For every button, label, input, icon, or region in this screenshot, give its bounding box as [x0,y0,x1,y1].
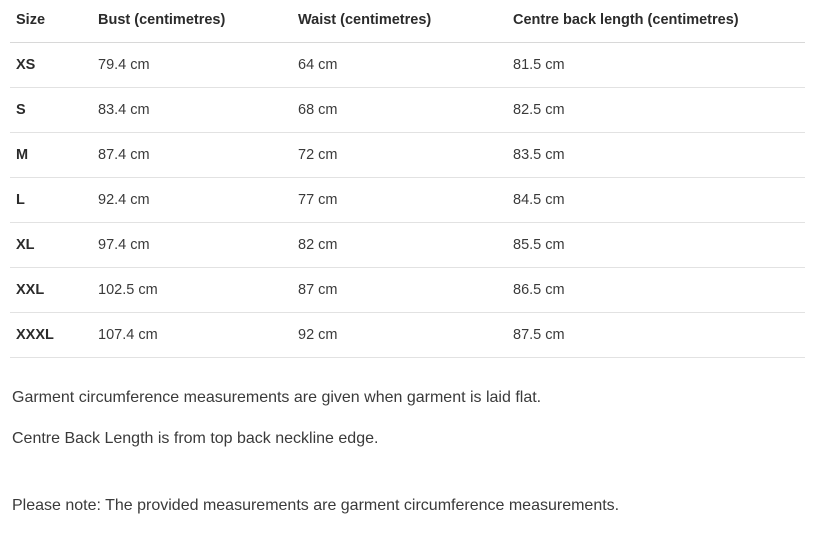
cell-centre-back-length: 81.5 cm [505,43,805,88]
cell-centre-back-length: 83.5 cm [505,133,805,178]
table-row [10,223,805,268]
table-body [10,43,805,358]
cell-centre-back-length: 87.5 cm [505,313,805,358]
cell-bust: 97.4 cm [90,223,290,268]
note-please-note: Please note: The provided measurements are garment circumference measurements. [12,497,620,515]
cell-waist: 87 cm [290,268,505,313]
table-header [10,0,805,43]
cell-bust: 92.4 cm [90,178,290,223]
size-chart-table [10,0,805,358]
table-row [10,313,805,358]
cell-centre-back-length: 82.5 cm [505,88,805,133]
cell-centre-back-length: 84.5 cm [505,178,805,223]
cell-bust: 102.5 cm [90,268,290,313]
table-row [10,43,805,88]
cell-waist: 92 cm [290,313,505,358]
cell-waist: 72 cm [290,133,505,178]
column-header-size: Size [10,0,90,43]
cell-bust: 107.4 cm [90,313,290,358]
table-row [10,88,805,133]
cell-size: XXXL [10,313,90,358]
column-header-centre-back-length: Centre back length (centimetres) [505,0,805,43]
cell-bust: 79.4 cm [90,43,290,88]
cell-bust: 87.4 cm [90,133,290,178]
cell-waist: 77 cm [290,178,505,223]
table-row [10,133,805,178]
cell-bust: 83.4 cm [90,88,290,133]
cell-centre-back-length: 85.5 cm [505,223,805,268]
cell-size: XXL [10,268,90,313]
cell-size: XS [10,43,90,88]
cell-waist: 64 cm [290,43,505,88]
cell-waist: 82 cm [290,223,505,268]
cell-size: L [10,178,90,223]
note-centre-back-length: Centre Back Length is from top back neckline edge. [12,430,379,448]
cell-size: M [10,133,90,178]
column-header-waist: Waist (centimetres) [290,0,505,43]
table-row [10,268,805,313]
note-laid-flat: Garment circumference measurements are given when garment is laid flat. [12,389,542,406]
table-header-row [10,0,805,43]
cell-size: S [10,88,90,133]
table-row [10,178,805,223]
notes-section [10,388,805,516]
cell-size: XL [10,223,90,268]
cell-waist: 68 cm [290,88,505,133]
column-header-bust: Bust (centimetres) [90,0,290,43]
cell-centre-back-length: 86.5 cm [505,268,805,313]
